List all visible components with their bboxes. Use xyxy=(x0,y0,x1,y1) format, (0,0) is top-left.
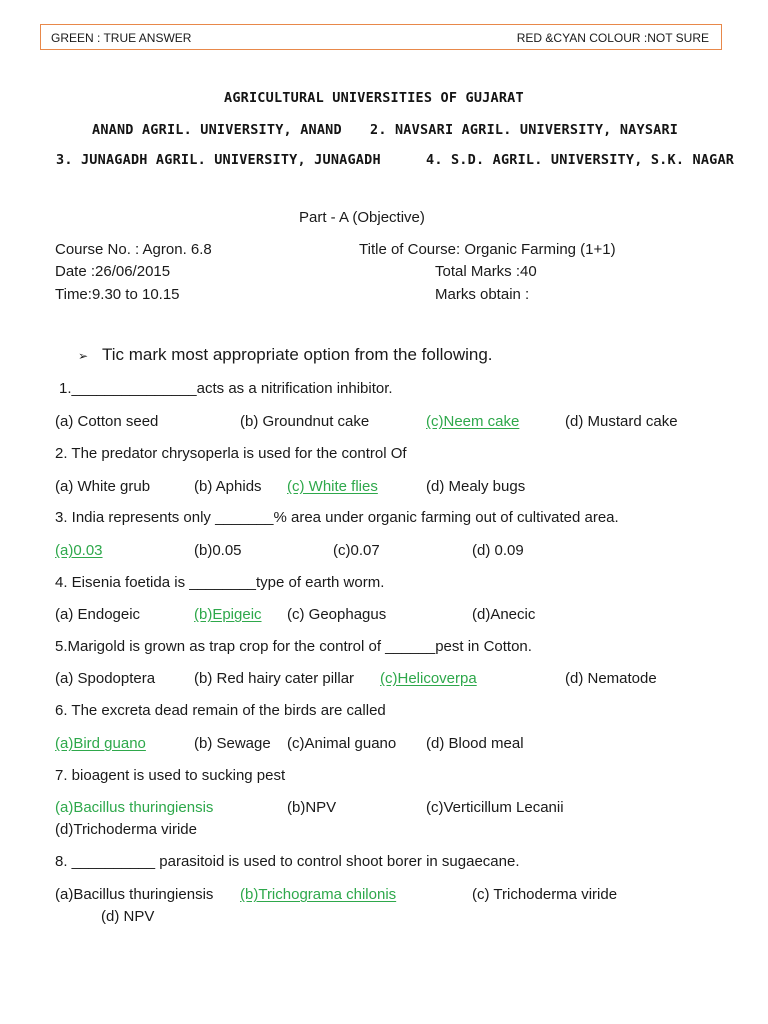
q3-option-a-correct[interactable]: (a)0.03 xyxy=(55,542,103,559)
q3-option-d[interactable]: (d) 0.09 xyxy=(472,542,524,559)
q8-option-a[interactable]: (a)Bacillus thuringiensis xyxy=(55,886,214,903)
q5-option-d[interactable]: (d) Nematode xyxy=(565,670,657,687)
question-8: 8. __________ parasitoid is used to control shoot borer in sugaecane. xyxy=(55,853,520,870)
instruction-text: Tic mark most appropriate option from the following. xyxy=(102,345,493,364)
q4-option-d[interactable]: (d)Anecic xyxy=(472,606,536,623)
question-6: 6. The excreta dead remain of the birds are called xyxy=(55,702,386,719)
q7-option-b[interactable]: (b)NPV xyxy=(287,799,337,816)
exam-date: Date :26/06/2015 xyxy=(55,263,171,280)
q2-option-b[interactable]: (b) Aphids xyxy=(194,478,262,495)
instruction-arrow-icon: ➢ xyxy=(78,349,89,363)
q8-option-d[interactable]: (d) NPV xyxy=(101,908,155,925)
marks-obtain: Marks obtain : xyxy=(435,286,530,303)
header-university-anand: ANAND AGRIL. UNIVERSITY, ANAND xyxy=(92,122,342,138)
question-3: 3. India represents only _______% area under organic farming out of cultivated area. xyxy=(55,509,619,526)
q1-option-c-correct[interactable]: (c)Neem cake xyxy=(426,413,520,430)
q6-option-a-correct[interactable]: (a)Bird guano xyxy=(55,735,146,752)
total-marks: Total Marks :40 xyxy=(435,263,537,280)
question-4: 4. Eisenia foetida is ________type of earth worm. xyxy=(55,574,385,591)
part-title: Part - A (Objective) xyxy=(299,209,425,226)
header-university-sdau: 4. S.D. AGRIL. UNIVERSITY, S.K. NAGAR xyxy=(426,152,735,168)
q3-option-b[interactable]: (b)0.05 xyxy=(194,542,242,559)
q7-option-c[interactable]: (c)Verticillum Lecanii xyxy=(426,799,564,816)
q6-option-d[interactable]: (d) Blood meal xyxy=(426,735,524,752)
q2-option-a[interactable]: (a) White grub xyxy=(55,478,151,495)
question-7: 7. bioagent is used to sucking pest xyxy=(55,767,286,784)
header-university-junagadh: 3. JUNAGADH AGRIL. UNIVERSITY, JUNAGADH xyxy=(56,152,381,168)
header-title: AGRICULTURAL UNIVERSITIES OF GUJARAT xyxy=(224,90,524,106)
q5-option-b[interactable]: (b) Red hairy cater pillar xyxy=(194,670,355,687)
q6-option-b[interactable]: (b) Sewage xyxy=(194,735,271,752)
exam-time: Time:9.30 to 10.15 xyxy=(55,286,180,303)
q8-option-c[interactable]: (c) Trichoderma viride xyxy=(472,886,618,903)
q1-option-d[interactable]: (d) Mustard cake xyxy=(565,413,678,430)
q6-option-c[interactable]: (c)Animal guano xyxy=(287,735,397,752)
question-5: 5.Marigold is grown as trap crop for the control of ______pest in Cotton. xyxy=(55,638,532,655)
q4-option-c[interactable]: (c) Geophagus xyxy=(287,606,387,623)
q4-option-a[interactable]: (a) Endogeic xyxy=(55,606,141,623)
q8-option-b-correct[interactable]: (b)Trichograma chilonis xyxy=(240,886,397,903)
course-title: Title of Course: Organic Farming (1+1) xyxy=(359,241,616,258)
q5-option-c-correct[interactable]: (c)Helicoverpa xyxy=(380,670,477,687)
q4-option-b-correct[interactable]: (b)Epigeic xyxy=(194,606,262,623)
q5-option-a[interactable]: (a) Spodoptera xyxy=(55,670,156,687)
header-university-navsari: 2. NAVSARI AGRIL. UNIVERSITY, NAYSARI xyxy=(370,122,679,138)
course-number: Course No. : Agron. 6.8 xyxy=(55,241,212,258)
q1-option-b[interactable]: (b) Groundnut cake xyxy=(240,413,370,430)
q7-option-a[interactable]: (a)Bacillus thuringiensis xyxy=(55,799,214,816)
q7-option-d[interactable]: (d)Trichoderma viride xyxy=(55,821,197,838)
legend-true-answer: GREEN : TRUE ANSWER xyxy=(51,31,192,45)
question-2: 2. The predator chrysoperla is used for the control Of xyxy=(55,445,407,462)
question-1: 1._______________acts as a nitrification inhibitor. xyxy=(59,380,393,397)
q3-option-c[interactable]: (c)0.07 xyxy=(333,542,380,559)
q1-option-a[interactable]: (a) Cotton seed xyxy=(55,413,159,430)
q2-option-c-correct[interactable]: (c) White flies xyxy=(287,478,378,495)
legend-box xyxy=(40,24,722,50)
q2-option-d[interactable]: (d) Mealy bugs xyxy=(426,478,526,495)
legend-not-sure: RED &CYAN COLOUR :NOT SURE xyxy=(516,31,709,45)
